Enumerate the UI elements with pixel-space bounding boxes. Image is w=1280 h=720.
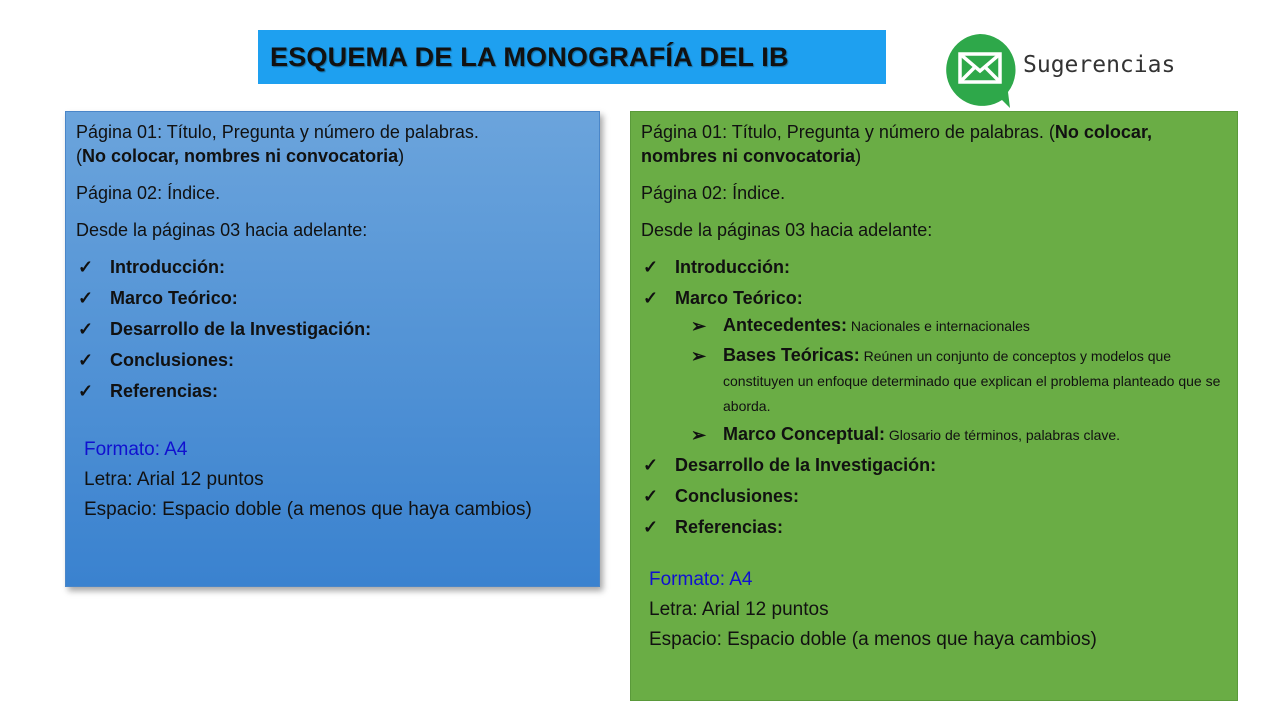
section-list — [641, 255, 1227, 539]
checkmark-icon: ✓ — [78, 350, 94, 370]
arrow-bullet-icon: ➢ — [691, 425, 707, 445]
arrow-bullet-icon: ➢ — [691, 346, 707, 366]
page3-description: Desde la páginas 03 hacia adelante: — [76, 220, 368, 240]
list-item: ✓ Introducción: — [78, 257, 225, 277]
no-names-note: No colocar, nombres ni convocatoria — [82, 146, 399, 166]
checkmark-icon: ✓ — [78, 381, 94, 401]
format-block — [641, 565, 1227, 655]
checkmark-icon: ✓ — [643, 517, 659, 537]
sub-list — [689, 315, 1227, 446]
checkmark-icon: ✓ — [643, 455, 659, 475]
format-spacing: Espacio: Espacio doble (a menos que haya cambios) — [84, 499, 532, 520]
summary-panel-blue — [65, 111, 600, 587]
format-block — [76, 435, 589, 525]
sub-item-antecedentes: ➢ Antecedentes: Nacionales e internacionales — [691, 315, 1030, 336]
checkmark-icon: ✓ — [78, 257, 94, 277]
page3-description: Desde la páginas 03 hacia adelante: — [641, 220, 933, 240]
arrow-bullet-icon: ➢ — [691, 316, 707, 336]
list-item: ✓ Desarrollo de la Investigación: — [78, 319, 372, 339]
list-item: ✓ Marco Teórico: ➢ Antecedentes: Nacionales e internacionales ➢ Bases Teóricas: Reúnen un conjunto de conceptos y modelos que constituyen un enfoque determinado que explican el problema planteado que se aborda. ➢ Marco Conceptual: Glosario de términos, palabras clave. — [641, 286, 1227, 446]
format-title: Formato: A4 — [649, 569, 753, 590]
list-item: ✓ Referencias: — [643, 517, 784, 537]
format-spacing: Espacio: Espacio doble (a menos que haya cambios) — [649, 629, 1097, 650]
page1-description: Página 01: Título, Pregunta y número de palabras. (No colocar, nombres ni convocatoria) — [641, 122, 1152, 166]
list-item: ✓ Desarrollo de la Investigación: — [643, 455, 937, 475]
list-item: ✓ Conclusiones: — [643, 486, 800, 506]
checkmark-icon: ✓ — [643, 257, 659, 277]
page2-description: Página 02: Índice. — [76, 183, 221, 203]
list-item: ✓ Marco Teórico: — [78, 288, 238, 308]
page-title: ESQUEMA DE LA MONOGRAFÍA DEL IB — [270, 41, 789, 72]
envelope-icon — [946, 34, 1015, 108]
summary-panel-green — [630, 111, 1238, 701]
section-list — [76, 255, 589, 403]
no-names-note: No colocar, nombres ni convocatoria — [641, 122, 1152, 166]
checkmark-icon: ✓ — [643, 288, 659, 308]
title-banner — [258, 30, 886, 84]
format-title: Formato: A4 — [84, 439, 188, 460]
format-font: Letra: Arial 12 puntos — [649, 599, 829, 620]
list-item: ✓ Introducción: — [643, 257, 790, 277]
checkmark-icon: ✓ — [643, 486, 659, 506]
page2-description: Página 02: Índice. — [641, 183, 786, 203]
checkmark-icon: ✓ — [78, 319, 94, 339]
list-item: ✓ Conclusiones: — [78, 350, 235, 370]
checkmark-icon: ✓ — [78, 288, 94, 308]
page1-description: Página 01: Título, Pregunta y número de palabras. (No colocar, nombres ni convocatoria) — [76, 122, 479, 166]
format-font: Letra: Arial 12 puntos — [84, 469, 264, 490]
logo-text: Sugerencias — [1023, 52, 1176, 78]
sub-item-marco-conceptual: ➢ Marco Conceptual: Glosario de términos, palabras clave. — [691, 424, 1121, 445]
list-item: ✓ Referencias: — [78, 381, 219, 401]
sub-item-bases-teoricas: ➢ Bases Teóricas: Reúnen un conjunto de conceptos y modelos que constituyen un enfoque determinado que explican el problema planteado que se aborda. — [691, 345, 1221, 414]
